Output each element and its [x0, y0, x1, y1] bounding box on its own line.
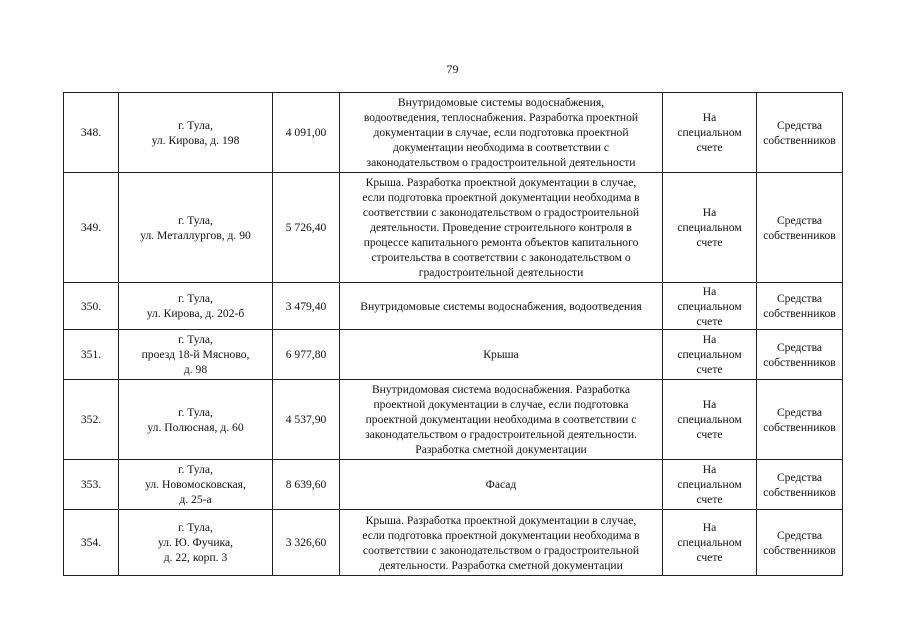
funding-source: [757, 460, 843, 510]
funding-source-line: Средства: [776, 292, 823, 305]
account-type-line: На: [702, 521, 717, 534]
address-cell-line: г. Тула,: [178, 521, 213, 534]
table-row: [64, 330, 843, 380]
address-cell: [119, 510, 273, 576]
works-description-line: соответствии с законодательством о градостроительной: [362, 206, 640, 219]
works-description-line: Внутридомовая система водоснабжения. Разработка: [371, 383, 631, 396]
works-description: [340, 460, 663, 510]
account-type-line: счете: [696, 493, 723, 506]
account-type-line: счете: [696, 551, 723, 564]
works-description-line: Внутридомовые системы водоснабжения, водоотведения: [360, 299, 642, 313]
row-number: 354.: [64, 510, 119, 576]
account-type: [663, 510, 757, 576]
address-cell-line: г. Тула,: [178, 333, 213, 346]
account-type-line: На: [702, 206, 717, 219]
address-cell: [119, 330, 273, 380]
funding-source-line: собственников: [763, 133, 836, 147]
works-description-line: процессе капитального ремонта объектов капитального: [363, 236, 639, 249]
works-description-line: проектной документации в случае, если подготовка: [373, 398, 629, 411]
row-number: 348.: [64, 93, 119, 173]
address-cell-line: ул. Ю. Фучика,: [157, 536, 234, 549]
account-type-line: счете: [696, 236, 723, 249]
account-type: [663, 283, 757, 330]
address-cell-line: ул. Кирова, д. 202-б: [146, 307, 245, 320]
area-value: 6 977,80: [273, 330, 340, 380]
address-cell-line: г. Тула,: [178, 463, 213, 476]
table-row: [64, 510, 843, 576]
funding-source-line: Средства: [776, 118, 823, 132]
page-number: 79: [446, 62, 459, 76]
funding-source: [757, 330, 843, 380]
funding-source-line: собственников: [763, 355, 836, 369]
works-description-line: строительства в соответствии с законодательством о: [371, 251, 631, 264]
works-description: [340, 93, 663, 173]
address-cell-line: г. Тула,: [178, 405, 213, 419]
account-type-line: специальном: [677, 536, 742, 549]
funding-source-line: Средства: [776, 405, 823, 419]
table-row: [64, 380, 843, 460]
address-cell-line: д. 98: [183, 363, 208, 376]
address-cell-line: д. 25-а: [179, 493, 212, 506]
account-type-line: специальном: [677, 221, 742, 234]
account-type-line: На: [702, 398, 717, 411]
funding-source: [757, 510, 843, 576]
address-cell: [119, 283, 273, 330]
works-description: [340, 510, 663, 576]
account-type-line: На: [702, 463, 717, 476]
registry-table: [63, 92, 843, 576]
area-value: 5 726,40: [273, 173, 340, 283]
account-type-line: На: [702, 284, 717, 298]
works-description-line: соответствии с законодательством о градостроительной: [362, 543, 640, 557]
table-row: [64, 460, 843, 510]
address-cell: [119, 93, 273, 173]
account-type-line: специальном: [677, 348, 742, 361]
works-description-line: градостроительной деятельности: [418, 266, 584, 279]
works-description-line: водоотведения, теплоснабжения. Разработка проектной: [363, 111, 639, 124]
row-number: 349.: [64, 173, 119, 283]
funding-source-line: собственников: [763, 420, 836, 434]
account-type-line: специальном: [677, 126, 742, 139]
account-type-line: счете: [696, 428, 723, 441]
works-description-line: проектной документации необходима в соответствии с: [365, 413, 637, 426]
funding-source-line: Средства: [776, 528, 823, 542]
address-cell: [119, 460, 273, 510]
account-type-line: счете: [696, 141, 723, 154]
works-description: [340, 283, 663, 330]
funding-source-line: Средства: [776, 470, 823, 484]
account-type: [663, 330, 757, 380]
address-cell: [119, 173, 273, 283]
table-row: [64, 173, 843, 283]
funding-source-line: собственников: [763, 485, 836, 499]
area-value: 4 537,90: [273, 380, 340, 460]
funding-source-line: Средства: [776, 340, 823, 354]
works-description-line: если подготовка проектной документации необходима в: [362, 528, 640, 542]
area-value: 3 326,60: [273, 510, 340, 576]
address-cell-line: ул. Новомосковская,: [145, 478, 246, 491]
account-type-line: специальном: [677, 413, 742, 426]
address-cell-line: г. Тула,: [178, 292, 213, 305]
funding-source-line: собственников: [763, 228, 836, 242]
works-description-line: если подготовка проектной документации необходима в: [362, 191, 640, 204]
address-cell-line: г. Тула,: [178, 213, 213, 227]
works-description-line: деятельности. Разработка сметной документации: [379, 558, 623, 572]
account-type: [663, 93, 757, 173]
works-description-line: законодательством о градостроительной деятельности: [366, 156, 636, 169]
address-cell-line: ул. Полюсная, д. 60: [147, 420, 244, 434]
row-number: 353.: [64, 460, 119, 510]
funding-source: [757, 173, 843, 283]
works-description-line: Крыша. Разработка проектной документации в случае,: [365, 176, 637, 189]
account-type: [663, 460, 757, 510]
account-type: [663, 380, 757, 460]
works-description-line: Крыша. Разработка проектной документации в случае,: [365, 513, 637, 527]
funding-source-line: Средства: [776, 213, 823, 227]
funding-source-line: собственников: [763, 543, 836, 557]
account-type: [663, 173, 757, 283]
works-description-line: Крыша: [483, 348, 519, 361]
funding-source-line: собственников: [763, 307, 836, 320]
funding-source: [757, 283, 843, 330]
address-cell-line: г. Тула,: [178, 118, 213, 132]
area-value: 4 091,00: [273, 93, 340, 173]
works-description: [340, 330, 663, 380]
registry-table-body: [64, 93, 843, 576]
address-cell-line: ул. Металлургов, д. 90: [140, 228, 251, 242]
funding-source: [757, 93, 843, 173]
works-description: [340, 380, 663, 460]
account-type-line: На: [702, 111, 717, 124]
row-number: 352.: [64, 380, 119, 460]
works-description-line: документации необходима в соответствии с: [392, 141, 610, 154]
row-number: 351.: [64, 330, 119, 380]
works-description-line: деятельности. Проведение строительного контроля в: [370, 221, 632, 234]
row-number: 350.: [64, 283, 119, 330]
area-value: 3 479,40: [273, 283, 340, 330]
account-type-line: счете: [696, 314, 723, 328]
works-description-line: Разработка сметной документации: [415, 443, 587, 456]
address-cell-line: ул. Кирова, д. 198: [151, 133, 240, 147]
funding-source: [757, 380, 843, 460]
address-cell-line: проезд 18-й Мясново,: [141, 348, 250, 361]
works-description-line: Внутридомовые системы водоснабжения,: [397, 96, 605, 109]
works-description-line: Фасад: [485, 478, 517, 491]
area-value: 8 639,60: [273, 460, 340, 510]
account-type-line: специальном: [677, 299, 742, 313]
works-description-line: законодательством о градостроительной деятельности.: [365, 428, 637, 441]
table-row: [64, 283, 843, 330]
works-description: [340, 173, 663, 283]
address-cell: [119, 380, 273, 460]
account-type-line: счете: [696, 363, 723, 376]
works-description-line: документации в случае, если подготовка проектной: [373, 126, 629, 139]
account-type-line: специальном: [677, 478, 742, 491]
address-cell-line: д. 22, корп. 3: [163, 551, 228, 564]
table-row: [64, 93, 843, 173]
account-type-line: На: [702, 333, 717, 346]
